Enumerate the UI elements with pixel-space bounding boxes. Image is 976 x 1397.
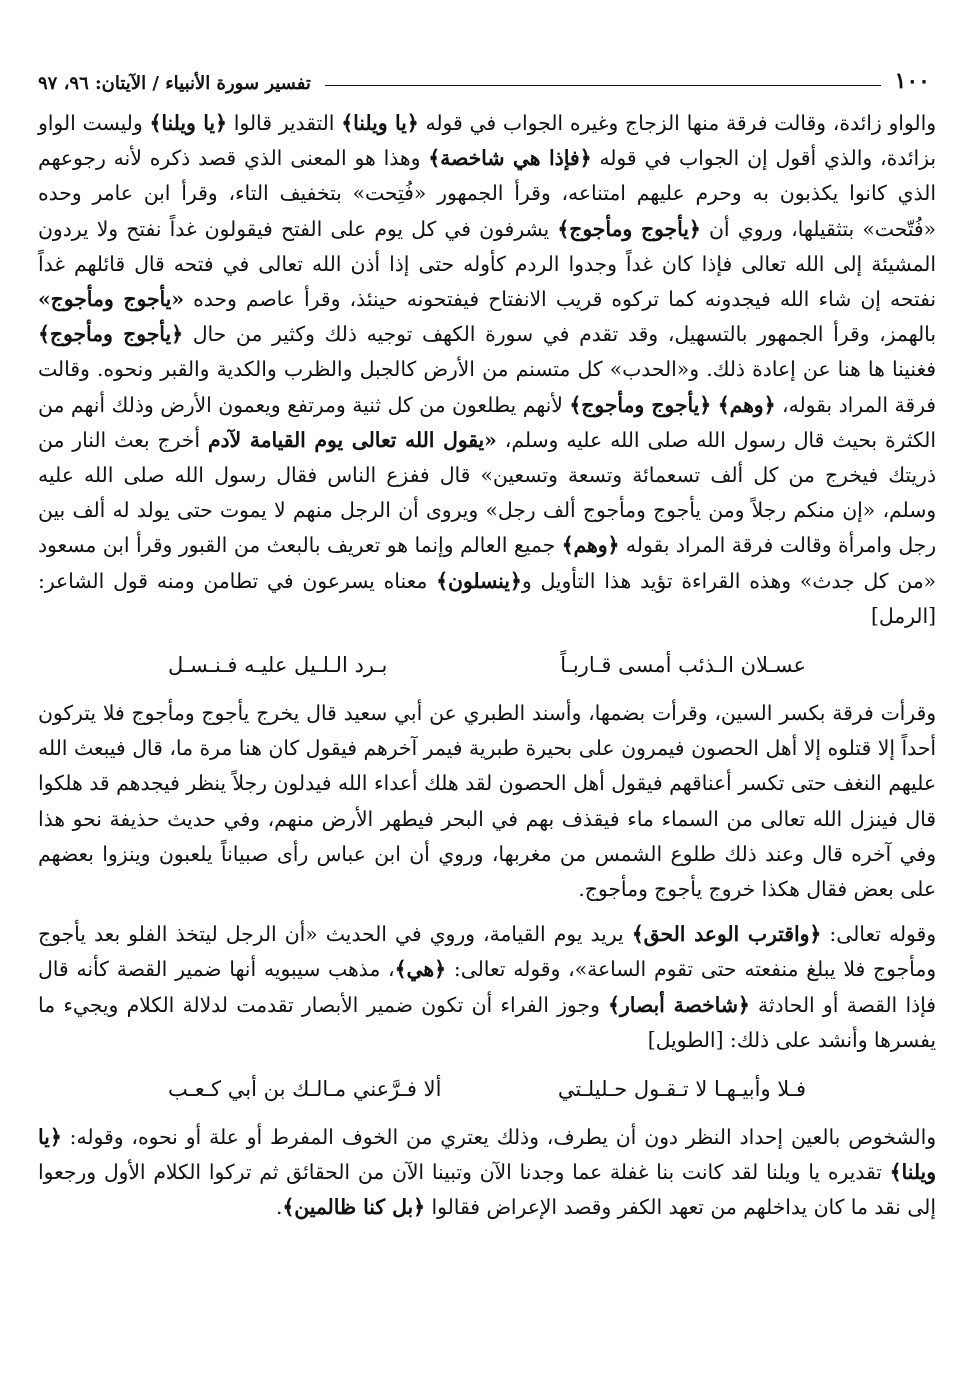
text-run: يشرفون في كل يوم على الفتح فيقولون غداً نفتح ولا يردون المشيئة إلى الله تعالى فإذا كان غداً وجدوا الردم كأوله حتى إذا أذن الله تعالى في فتحه قال قائلهم غداً نفتحه إن شاء الله فيجدونه كما تركوه قريب الانفتاح فيفتحونه حينئذ، وقرأ عاصم وحده xyxy=(38,216,936,312)
paragraph-1 xyxy=(38,106,936,634)
paragraph-2 xyxy=(38,696,936,907)
verse-1-second-hemistich: بـرد الـلـيل عليـه فـنـسـل xyxy=(168,653,388,678)
quoted-term: ﴿يأجوج ومأجوج﴾ xyxy=(569,392,712,417)
text-run: يريد يوم القيامة، وروي في الحديث «أن الرجل ليتخذ الفلو بعد يأجوج ومأجوج فلا يبلغ منفعته حتى تقوم الساعة»، وقوله تعالى: xyxy=(38,922,936,982)
text-run: والواو زائدة، وقالت فرقة منها الزجاج وغيره الجواب في قوله xyxy=(418,111,936,135)
quoted-term: ﴿فإذا هي شاخصة﴾ xyxy=(428,146,592,171)
page-number: ١٠٠ xyxy=(894,68,930,94)
quoted-term: ﴿وهم﴾ xyxy=(561,533,620,558)
quoted-term: ﴿واقترب الوعد الحق﴾ xyxy=(631,922,822,947)
text-run: تقديره يا ويلنا لقد كانت بنا غفلة عما وجدنا الآن وتبينا الآن من الحقائق ثم تركوا الكلام الأول ورجعوا إلى نقد ما كان يداخلهم من تعهد الكفر وقصد الإعراض فقالوا xyxy=(38,1160,936,1220)
poetry-verse-1 xyxy=(38,634,936,696)
header-rule xyxy=(325,85,881,86)
text-run: التقدير قالوا xyxy=(226,111,342,135)
text-run: جميع العالم وإنما هو تعريف بالبعث من القبور وقرأ ابن مسعود «من كل جدث» وهذه القراءة تؤيد هذا التأويل و xyxy=(38,533,937,593)
header-title: تفسير سورة الأنبياء / الآيتان: ٩٦، ٩٧ xyxy=(38,73,311,94)
text-run: وليست الواو بزائدة، والذي أقول إن الجواب في قوله xyxy=(38,111,936,171)
text-run: لأنهم يطلعون من كل ثنية ومرتفع ويعمون الأرض وذلك أنهم من الكثرة بحيث قال رسول الله صلى الله عليه وسلم، xyxy=(38,392,937,452)
text-run: فغنينا ها هنا عن إعادة ذلك. و«الحدب» كل متسنم من الأرض كالجبل والظرب والكدية والقبر ونحوه. وقالت فرقة المراد بقوله، xyxy=(38,357,937,417)
quoted-term: ﴿يأجوج ومأجوج﴾ xyxy=(557,216,701,241)
verse-2-second-hemistich: ألا فـرَّعني مـالـك بن أبي كـعـب xyxy=(168,1077,442,1102)
quoted-term: ﴿وهم﴾ xyxy=(717,392,776,417)
quoted-term: «يأجوج ومأجوج» xyxy=(38,287,184,312)
text-run: بالهمز، وقرأ الجمهور بالتسهيل، وقد تقدم في سورة الكهف توجيه ذلك وكثير من حال xyxy=(183,322,937,347)
quoted-term: ﴿يأجوج ومأجوج﴾ xyxy=(38,322,183,347)
text-run: وهذا هو المعنى الذي قصد ذكره لأنه رجوعهم الذي كانوا يكذبون به وحرم عليهم امتناعه، وقرأ الجمهور «فُتِحت» بتخفيف التاء، وقرأ ابن عامر وحده «فُتّحت» بتثقيلها، وروي أن xyxy=(38,146,937,241)
paragraph-4 xyxy=(38,1120,936,1226)
quoted-term: ﴿يا ويلنا﴾ xyxy=(341,111,419,135)
text-run: أخرج بعث النار من ذريتك فيخرج من كل ألف تسعمائة وتسعة وتسعين» قال ففزع الناس فقال رسول الله صلى الله عليه وسلم، «إن منكم رجلاً ومن يأجوج ومأجوج ألف رجل» ويروى أن الرجل منهم لا يموت حتى يولد له ألف بين رجل وامرأة وقالت فرقة المراد بقوله xyxy=(38,427,937,558)
text-run: . xyxy=(275,1195,283,1220)
text-run: والشخوص بالعين إحداد النظر دون أن يطرف، وذلك يعتري من الخوف المفرط أو علة أو نحوه، وقوله: xyxy=(61,1125,936,1150)
body-text xyxy=(38,106,936,1226)
text-run: وقوله تعالى: xyxy=(821,922,936,947)
book-page xyxy=(38,58,936,1367)
text-run: وقرأت فرقة بكسر السين، وقرأت بضمها، وأسند الطبري عن أبي سعيد قال يخرج يأجوج ومأجوج فلا يتركون أحداً إلا قتلوه إلا أهل الحصون فيمرون على بحيرة طبرية فيمر آخرهم فيقول كان هنا مرة ما، قال فيبعث الله عليهم النغف حتى تكسر أعناقهم فيقول أهل الحصون لقد هلك أعداء الله فيدلون رجلاً ينظر فيجدهم قد هلكوا قال فينزل الله تعالى من السماء ماء فيقذف بهم في البحر فيطهر الأرض منهم، وفي حديث حذيفة نحو هذا وفي آخره قال وعند ذلك طلوع الشمس من مغربها، وروي أن ابن عباس رأى صبياناً يلعبون وينزوا بعضهم على بعض فقال هكذا خروج يأجوج ومأجوج. xyxy=(38,701,936,902)
quoted-term: ﴿ينسلون﴾ xyxy=(436,568,522,593)
text-run: وجوز الفراء أن تكون ضمير الأبصار تقدمت لدلالة الكلام ويجيء ما يفسرها وأنشد على ذلك: [الطويل] xyxy=(38,992,936,1052)
quoted-term: ﴿يا ويلنا﴾ xyxy=(149,111,227,135)
text-run: معناه يسرعون في تطامن ومنه قول الشاعر: [الرمل] xyxy=(38,568,936,628)
text-run: ، مذهب سيبويه أنها ضمير القصة كأنه قال فإذا القصة أو الحادثة xyxy=(38,957,936,1017)
paragraph-3 xyxy=(38,917,936,1058)
quoted-term: ﴿شاخصة أبصار﴾ xyxy=(608,992,750,1017)
poetry-verse-2 xyxy=(38,1058,936,1120)
verse-1-first-hemistich: عسـلان الـذئب أمسى قـاربـاً xyxy=(560,653,806,678)
quoted-term: ﴿بل كنا ظالمين﴾ xyxy=(282,1195,426,1220)
running-header xyxy=(38,58,936,94)
quoted-term: ﴿يا ويلنا﴾ xyxy=(38,1125,936,1185)
quoted-term: ﴿هي﴾ xyxy=(394,957,446,982)
verse-2-first-hemistich: فـلا وأبيـهـا لا تـقـول حـليلـتي xyxy=(557,1077,806,1102)
quoted-term: «يقول الله تعالى يوم القيامة لآدم xyxy=(207,427,497,452)
